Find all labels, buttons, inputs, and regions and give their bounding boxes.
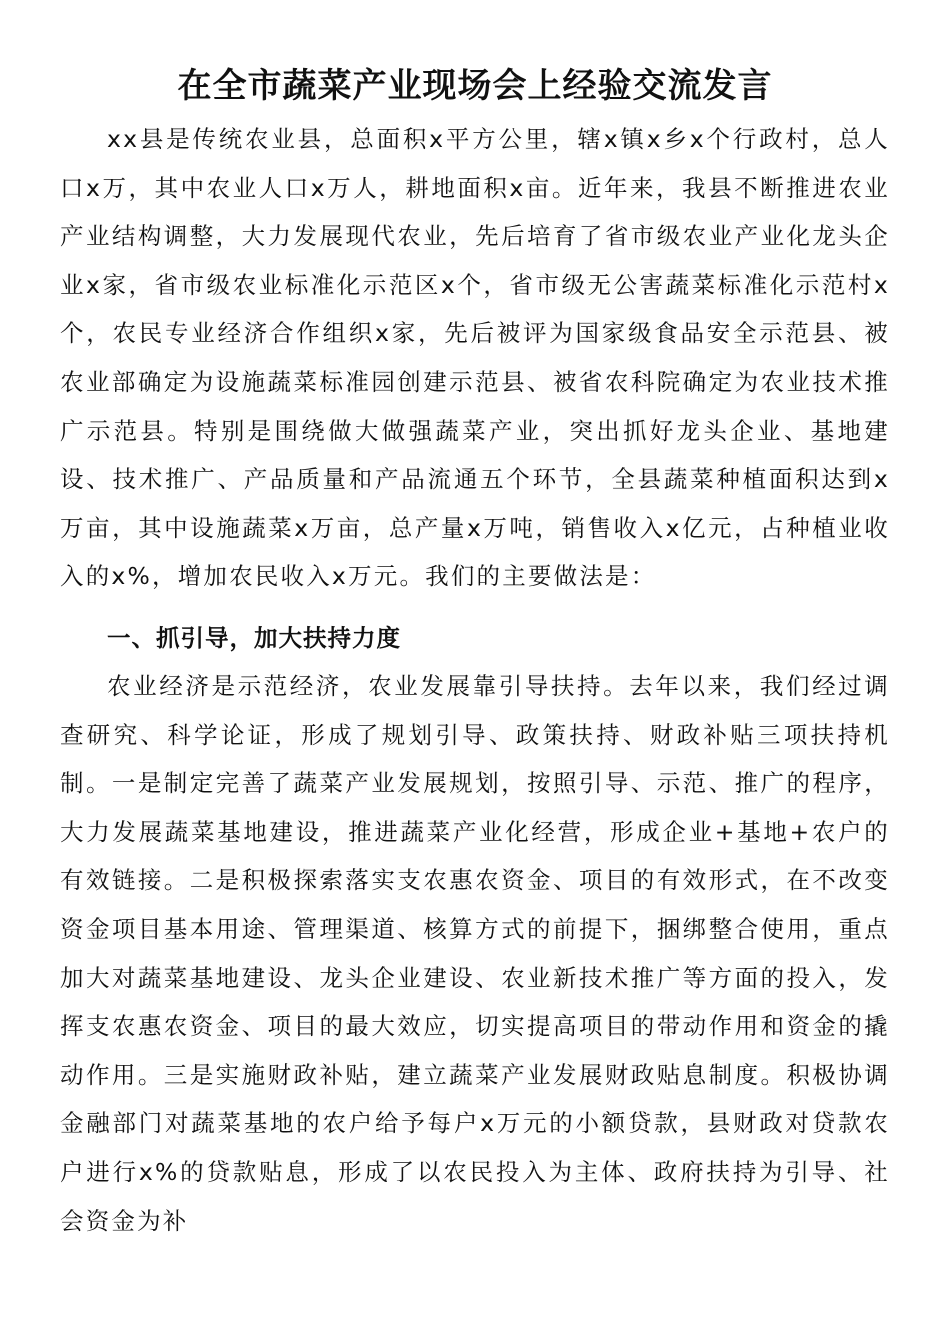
section-paragraph: 农业经济是示范经济，农业发展靠引导扶持。去年以来，我们经过调查研究、科学论证，形成了规划引导、政策扶持、财政补贴三项扶持机制。一是制定完善了蔬菜产业发展规划，按照引导、示范、推广的程序，大力发展蔬菜基地建设，推进蔬菜产业化经营，形成企业+基地+农户的有效链接。二是积极探索落实支农惠农资金、项目的有效形式，在不改变资金项目基本用途、管理渠道、核算方式的前提下，捆绑整合使用，重点加大对蔬菜基地建设、龙头企业建设、农业新技术推广等方面的投入，发挥支农惠农资金、项目的最大效应，切实提高项目的带动作用和资金的撬动作用。三是实施财政补贴，建立蔬菜产业发展财政贴息制度。积极协调金融部门对蔬菜基地的农户给予每户x万元的小额贷款，县财政对贷款农户进行x%的贷款贴息，形成了以农民投入为主体、政府扶持为引导、社会资金为补: [60, 672, 890, 1235]
intro-paragraph: xx县是传统农业县，总面积x平方公里，辖x镇x乡x个行政村，总人口x万，其中农业人口x万人，耕地面积x亩。近年来，我县不断推进农业产业结构调整，大力发展现代农业，先后培育了省市级农业产业化龙头企业x家，省市级农业标准化示范区x个，省市级无公害蔬菜标准化示范村x个，农民专业经济合作组织x家，先后被评为国家级食品安全示范县、被农业部确定为设施蔬菜标准园创建示范县、被省农科院确定为农业技术推广示范县。特别是围绕做大做强蔬菜产业，突出抓好龙头企业、基地建设、技术推广、产品质量和产品流通五个环节，全县蔬菜种植面积达到x万亩，其中设施蔬菜x万亩，总产量x万吨，销售收入x亿元，占种植业收入的x%，增加农民收入x万元。我们的主要做法是：: [60, 125, 890, 591]
section-heading: 一、抓引导，加大扶持力度: [107, 624, 401, 652]
document-title: 在全市蔬菜产业现场会上经验交流发言: [177, 66, 773, 106]
